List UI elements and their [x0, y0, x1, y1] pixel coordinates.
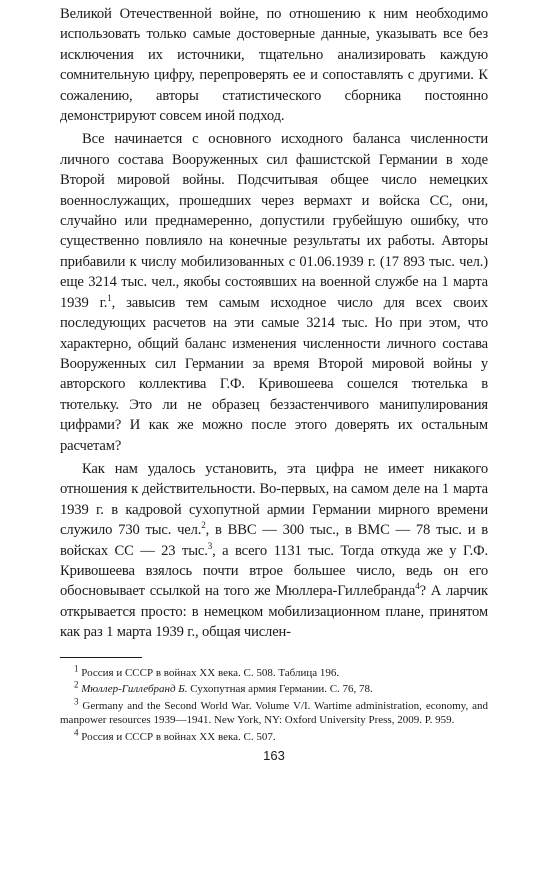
paragraph-1 [60, 4, 488, 126]
footnote-marker: 3 [74, 695, 79, 706]
footnote-text: Россия и СССР в войнах XX века. С. 508. Таблица 196. [81, 666, 340, 679]
footnotes [60, 662, 488, 745]
text-run: Как нам удалось установить, эта цифра не имеет никакого отношения к действительности. Во-первых, на самом деле на 1 марта 1939 г. в кадровой сухопутной армии Германии мирного времени служило 730 тыс. чел. [60, 460, 488, 539]
text-run: ? А ларчик открывается просто: в немецком мобилизационном плане, принятом как раз 1 марта 1939 г., общая числен- [60, 583, 489, 641]
text-run: , завысив тем самым исходное число для всех своих последующих расчетов на эти самые 3214 тыс. Но при этом, что характерно, общий баланс изменения численности личного состава Вооруженных сил Германии за время Второй мировой войны у авторского коллектива Г.Ф. Кривошеева сошелся тютелька в тютельку. Это ли не образец беззастенчивого манипулирования цифрами? И как же можно после этого доверять их остальным расчетам? [60, 294, 488, 454]
text-run: Великой Отечественной войне, по отношению к ним необходимо использовать только самые достоверные данные, указывать все без исключения их источники, тщательно анализировать каждую сомнительную цифру, перепроверять ее и сопоставлять с другими. К сожалению, авторы статистического сборника постоянно демонстрируют совсем иной подход. [60, 6, 488, 125]
footnote-marker: 4 [74, 726, 79, 737]
page-number: 163 [263, 748, 285, 763]
footnote-marker: 2 [74, 679, 79, 690]
footnote-ref: 1 [107, 292, 112, 303]
text-run: Все начинается с основного исходного баланса численности личного состава Вооруженных сил фашистской Германии в ходе Второй мировой войны. Подсчитывая общее число немецких военнослужащих, прошедших через вермахт и войска СС, они, случайно или преднамеренно, допустили грубейшую ошибку, что существенно повлияло на конечные результаты их работы. Авторы прибавили к числу мобилизованных с 01.06.1939 г. (17 893 тыс. чел.) еще 3214 тыс. чел., якобы состоявших на военной службе на 1 марта 1939 г. [60, 131, 488, 311]
footnote-3 [60, 695, 488, 728]
footnote-2 [60, 679, 488, 697]
main-text [60, 4, 488, 643]
paragraph-3 [60, 459, 488, 643]
footnote-ref: 3 [207, 540, 213, 551]
footnote-marker: 1 [74, 662, 79, 673]
book-page [60, 4, 488, 746]
footnote-text: Россия и СССР в войнах XX века. С. 507. [81, 730, 276, 743]
footnote-divider [60, 657, 142, 658]
footnote-author: Мюллер-Гиллебранд Б. [81, 683, 188, 696]
paragraph-2 [60, 129, 488, 456]
text-run: , в ВВС — 300 тыс., в ВМС — 78 тыс. и в войсках СС — 23 тыс. [60, 522, 488, 559]
footnote-ref: 4 [415, 581, 420, 592]
footnote-ref: 2 [201, 520, 206, 531]
footnote-text: Сухопутная армия Германии. С. 76, 78. [190, 683, 373, 696]
footnote-1 [60, 662, 488, 681]
footnote-text: Germany and the Second World War. Volume V/I. Wartime administration, economy, and manpower resources 1939—1941. New York, NY: Oxford University Press, 2009. P. 959. [60, 699, 488, 727]
text-run: , а всего 1131 тыс. Тогда откуда же у Г.Ф. Кривошеева взялось почти втрое большее число, ведь он его обосновывает ссылкой на того же Мюллера-Гиллебранда [60, 542, 488, 600]
footnote-4 [60, 726, 488, 745]
